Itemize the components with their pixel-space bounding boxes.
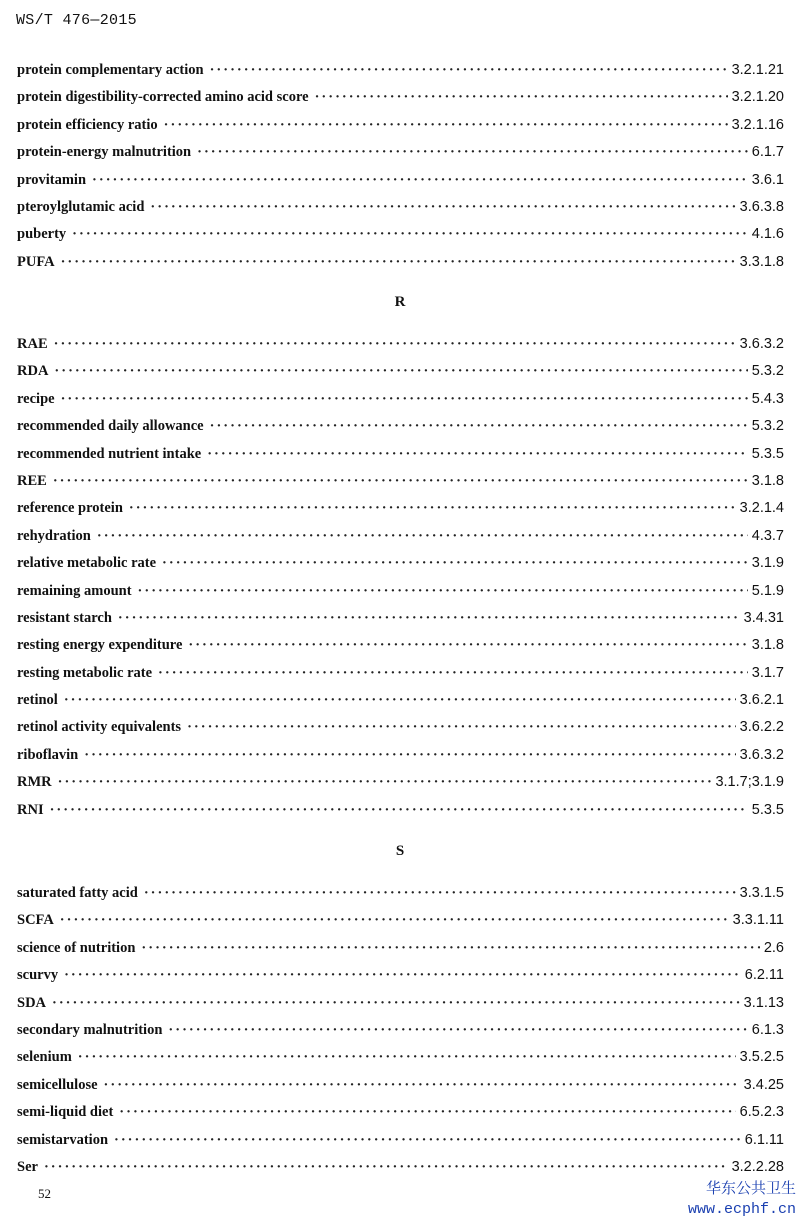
- index-group-s: [17, 880, 784, 1181]
- index-entry: [17, 57, 784, 84]
- index-entry: [17, 221, 784, 248]
- index-ref: 6.1.11: [744, 1131, 784, 1148]
- dot-leader: [210, 413, 748, 440]
- index-term: RDA: [17, 363, 49, 380]
- index-entry: [17, 880, 784, 907]
- index-term: semicellulose: [17, 1076, 98, 1093]
- dot-leader: [141, 935, 759, 962]
- index-term: remaining amount: [17, 582, 132, 599]
- index-entry: [17, 769, 784, 796]
- dot-leader: [164, 112, 728, 139]
- dot-leader: [158, 660, 748, 687]
- index-ref: 3.2.1.21: [731, 62, 784, 78]
- index-entry: [17, 660, 784, 687]
- index-entry: [17, 742, 784, 769]
- index-ref: 2.6: [763, 939, 784, 956]
- index-ref: 3.6.2.1: [739, 692, 784, 709]
- dot-leader: [54, 358, 747, 385]
- index-ref: 3.2.1.16: [731, 116, 784, 133]
- index-ref: 3.5.2.5: [739, 1049, 784, 1066]
- index-term: resistant starch: [17, 609, 112, 626]
- dot-leader: [64, 687, 736, 714]
- index-ref: 5.3.2: [751, 363, 784, 380]
- index-ref: 6.5.2.3: [739, 1104, 784, 1121]
- index-ref: 4.3.7: [751, 527, 784, 544]
- index-entry: [17, 1072, 784, 1099]
- index-term: secondary malnutrition: [17, 1021, 163, 1038]
- index-term: resting metabolic rate: [17, 664, 153, 681]
- index-ref: 6.1.3: [751, 1021, 784, 1038]
- index-term: science of nutrition: [17, 939, 136, 956]
- index-entry: [17, 523, 784, 550]
- index-term: saturated fatty acid: [17, 885, 138, 901]
- dot-leader: [104, 1072, 740, 1099]
- index-ref: 3.2.1.4: [739, 500, 784, 517]
- dot-leader: [58, 769, 712, 796]
- index-term: recipe: [17, 390, 55, 407]
- index-ref: 5.1.9: [751, 582, 784, 599]
- index-entry: [17, 578, 784, 605]
- dot-leader: [118, 605, 740, 632]
- index-term: pteroylglutamic acid: [17, 198, 145, 215]
- index-ref: 6.2.11: [744, 967, 784, 984]
- index-entry: [17, 167, 784, 194]
- index-ref: 3.3.1.8: [739, 253, 784, 270]
- index-entry: [17, 1127, 784, 1154]
- dot-leader: [64, 962, 741, 989]
- watermark: [688, 1180, 796, 1220]
- index-term: selenium: [17, 1049, 72, 1066]
- index-entry: [17, 935, 784, 962]
- index-term: PUFA: [17, 253, 55, 270]
- dot-leader: [61, 249, 736, 276]
- index-entry: [17, 990, 784, 1017]
- index-term: protein digestibility-corrected amino acid score: [17, 89, 309, 106]
- dot-leader: [61, 386, 748, 413]
- index-ref: 3.6.3.2: [739, 336, 784, 352]
- index-term: semistarvation: [17, 1131, 109, 1148]
- index-term: retinol: [17, 692, 58, 709]
- index-ref: 3.2.1.20: [731, 89, 784, 106]
- dot-leader: [72, 221, 748, 248]
- index-ref: 3.6.3.8: [739, 198, 784, 215]
- index-entry: [17, 797, 784, 824]
- index-term: reference protein: [17, 500, 123, 517]
- index-term: resting energy expenditure: [17, 637, 183, 654]
- index-ref: 5.3.2: [751, 418, 784, 435]
- index-ref: 3.6.3.2: [739, 746, 784, 763]
- index-entry: [17, 1017, 784, 1044]
- index-term: provitamin: [17, 171, 87, 188]
- index-entry: [17, 441, 784, 468]
- dot-leader: [210, 57, 728, 84]
- dot-leader: [53, 468, 748, 495]
- index-entry: [17, 1154, 784, 1181]
- index-ref: 4.1.6: [751, 226, 784, 243]
- dot-leader: [188, 632, 747, 659]
- dot-leader: [150, 194, 735, 221]
- index-ref: 3.2.2.28: [731, 1158, 784, 1175]
- index-term: RAE: [17, 336, 48, 352]
- dot-leader: [315, 84, 728, 111]
- section-letter-r: R: [394, 294, 406, 310]
- index-ref: 3.1.7: [751, 664, 784, 681]
- dot-leader: [52, 990, 740, 1017]
- index-term: REE: [17, 472, 47, 489]
- index-term: scurvy: [17, 967, 59, 984]
- index-entry: [17, 112, 784, 139]
- index-term: riboflavin: [17, 746, 79, 763]
- dot-leader: [138, 578, 748, 605]
- dot-leader: [144, 880, 736, 907]
- index-term: protein efficiency ratio: [17, 116, 158, 133]
- index-entry: [17, 1099, 784, 1126]
- watermark-url: www.ecphf.cn: [687, 1201, 796, 1218]
- index-entry: [17, 468, 784, 495]
- index-entry: [17, 331, 784, 358]
- index-term: RMR: [17, 774, 52, 791]
- index-entry: [17, 84, 784, 111]
- dot-leader: [50, 797, 748, 824]
- document-header: WS/T 476—2015: [16, 12, 137, 29]
- index-ref: 3.1.8: [751, 637, 784, 654]
- index-entry: [17, 907, 784, 934]
- index-entry: [17, 358, 784, 385]
- dot-leader: [78, 1044, 736, 1071]
- index-ref: 3.6.2.2: [739, 719, 784, 736]
- index-entry: [17, 605, 784, 632]
- watermark-name: 华东公共卫生: [705, 1181, 796, 1198]
- index-entry: [17, 413, 784, 440]
- index-entry: [17, 495, 784, 522]
- index-term: RNI: [17, 801, 44, 818]
- index-ref: 5.3.5: [751, 801, 784, 818]
- index-ref: 3.6.1: [751, 171, 784, 188]
- index-ref: 3.3.1.11: [732, 912, 784, 929]
- dot-leader: [114, 1127, 741, 1154]
- dot-leader: [168, 1017, 747, 1044]
- index-ref: 5.3.5: [751, 445, 784, 462]
- dot-leader: [54, 331, 736, 358]
- index-group-r: [17, 331, 784, 824]
- dot-leader: [207, 441, 748, 468]
- index-ref: 5.4.3: [751, 390, 784, 407]
- index-entry: [17, 194, 784, 221]
- index-entry: [17, 687, 784, 714]
- index-entry: [17, 962, 784, 989]
- index-ref: 3.1.13: [743, 994, 784, 1011]
- section-letter-s: S: [395, 843, 405, 859]
- index-term: SDA: [17, 994, 47, 1011]
- index-ref: 3.1.7;3.1.9: [715, 774, 784, 791]
- dot-leader: [119, 1099, 735, 1126]
- dot-leader: [44, 1154, 728, 1181]
- index-term: retinol activity equivalents: [17, 719, 182, 736]
- index-term: Ser: [17, 1158, 38, 1175]
- index-entry: [17, 386, 784, 413]
- dot-leader: [84, 742, 735, 769]
- dot-leader: [92, 167, 748, 194]
- index-term: protein complementary action: [17, 62, 204, 78]
- index-term: relative metabolic rate: [17, 555, 157, 572]
- index-term: recommended nutrient intake: [17, 445, 202, 462]
- index-entry: [17, 139, 784, 166]
- index-term: SCFA: [17, 912, 54, 929]
- index-term: rehydration: [17, 527, 91, 544]
- index-term: recommended daily allowance: [17, 418, 204, 435]
- index-ref: 6.1.7: [751, 144, 784, 161]
- index-entry: [17, 550, 784, 577]
- dot-leader: [129, 495, 736, 522]
- index-ref: 3.4.25: [743, 1076, 784, 1093]
- index-term: protein-energy malnutrition: [17, 144, 192, 161]
- index-entry: [17, 632, 784, 659]
- index-entry: [17, 1044, 784, 1071]
- index-term: semi-liquid diet: [17, 1104, 114, 1121]
- index-entry: [17, 249, 784, 276]
- dot-leader: [162, 550, 748, 577]
- index-ref: 3.4.31: [743, 609, 784, 626]
- dot-leader: [187, 714, 736, 741]
- page-number: 52: [38, 1186, 51, 1201]
- dot-leader: [197, 139, 748, 166]
- dot-leader: [60, 907, 729, 934]
- index-ref: 3.1.8: [751, 472, 784, 489]
- index-term: puberty: [17, 226, 67, 243]
- dot-leader: [97, 523, 748, 550]
- index-entry: [17, 714, 784, 741]
- index-group-p: [17, 57, 784, 276]
- index-ref: 3.1.9: [751, 555, 784, 572]
- index-ref: 3.3.1.5: [739, 885, 784, 901]
